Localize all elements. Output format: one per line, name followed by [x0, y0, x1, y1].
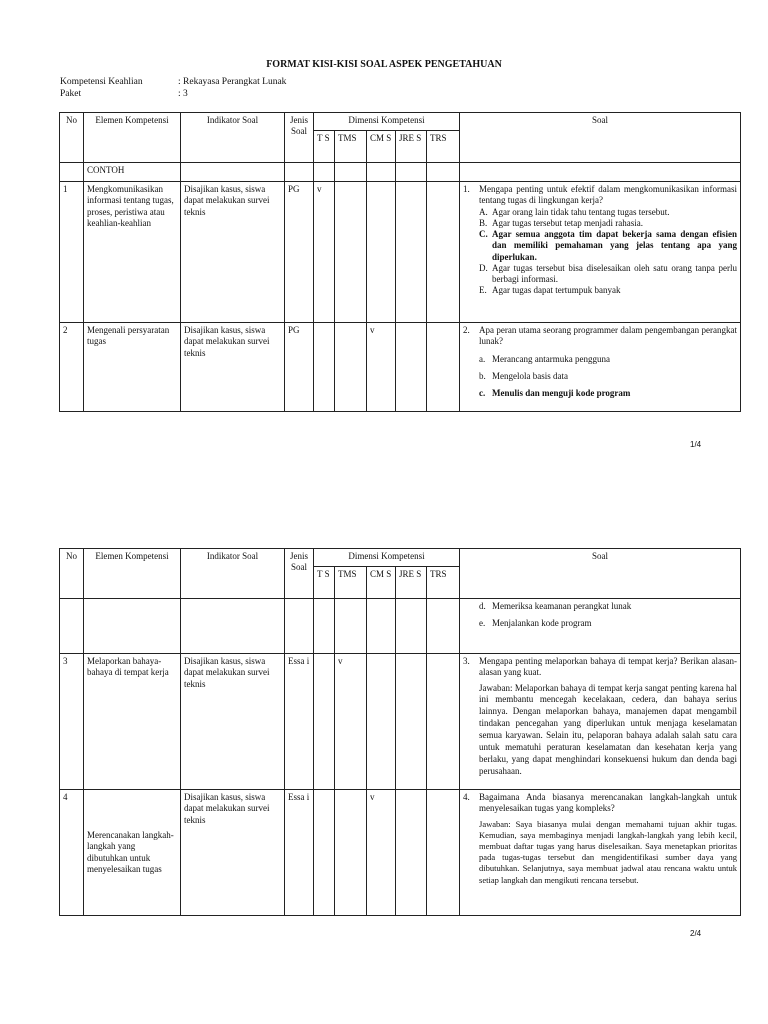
header-jres: JRE S — [396, 567, 427, 599]
meta-label: Kompetensi Keahlian — [60, 77, 143, 87]
option-letter: A. — [479, 206, 488, 217]
question-number: 2. — [463, 325, 470, 335]
header-cms: CM S — [367, 567, 396, 599]
document-title: FORMAT KISI-KISI SOAL ASPEK PENGETAHUAN — [266, 59, 502, 70]
row-cms-mark: v — [367, 790, 396, 916]
page-number: 2/4 — [690, 929, 702, 938]
kisi-table-page-2 — [59, 548, 741, 916]
option-text: Agar tugas tersebut tetap menjadi rahasia. — [492, 217, 643, 228]
soal-cell — [460, 654, 741, 790]
header-indikator: Indikator Soal — [181, 549, 285, 599]
table-row — [60, 599, 741, 654]
header-ts: T S — [314, 567, 335, 599]
question-text: Mengapa penting melaporkan bahaya di tempat kerja? Berikan alasan-alasan yang kuat. — [479, 656, 738, 678]
row-indikator: Disajikan kasus, siswa dapat melakukan survei teknis — [181, 182, 285, 323]
table-row — [60, 182, 741, 323]
header-indikator: Indikator Soal — [181, 113, 285, 163]
row-no: 1 — [60, 182, 84, 323]
meta-label: Paket — [60, 89, 82, 99]
header-dimensi: Dimensi Kompetensi — [314, 549, 460, 567]
contoh-label: CONTOH — [84, 163, 181, 182]
soal-cell — [460, 182, 741, 323]
option-text: Mengelola basis data — [492, 370, 569, 381]
header-tms: TMS — [335, 131, 367, 163]
option-text-correct: Menulis dan menguji kode program — [492, 388, 631, 398]
meta-kompetensi — [60, 77, 286, 87]
row-indikator: Disajikan kasus, siswa dapat melakukan survei teknis — [181, 654, 285, 790]
kisi-table-page-1 — [59, 112, 741, 412]
row-elemen: Mengenali persyaratan tugas — [84, 323, 181, 412]
answer-text: Jawaban: Saya biasanya mulai dengan memahami tujuan akhir tugas. Kemudian, saya membaginya menjadi langkah-langkah yang lebih kecil, membuat daftar tugas yang harus diselesaikan. Saya menetapkan prioritas pada tugas-tugas tersebut dan mengidentifikasi sumber daya yang dibutuhkan. Selanjutnya, saya membuat jadwal atau rencana waktu untuk setiap langkah dan mengikuti rencana tersebut. — [479, 818, 738, 885]
soal-cell — [460, 790, 741, 916]
option-text: Merancang antarmuka pengguna — [492, 353, 610, 364]
header-dimensi: Dimensi Kompetensi — [314, 113, 460, 131]
row-ts-mark: v — [314, 182, 335, 323]
question-text: Mengapa penting untuk efektif dalam mengkomunikasikan informasi tentang tugas di lingkungan kerja? — [479, 184, 738, 206]
soal-cell — [460, 323, 741, 412]
header-trs: TRS — [427, 131, 460, 163]
row-tms-mark: v — [335, 654, 367, 790]
row-jenis: PG — [285, 182, 314, 323]
option-text: Menjalankan kode program — [492, 618, 592, 629]
header-cms: CM S — [367, 131, 396, 163]
option-letter: b. — [479, 370, 486, 381]
meta-value: : 3 — [178, 89, 188, 99]
question-text: Apa peran utama seorang programmer dalam pengembangan perangkat lunak? — [479, 325, 738, 347]
header-jres: JRE S — [396, 131, 427, 163]
row-no: 2 — [60, 323, 84, 412]
option-letter: d. — [479, 601, 486, 611]
header-soal: Soal — [460, 549, 741, 599]
row-cms-mark: v — [367, 323, 396, 412]
option-letter: B. — [479, 217, 488, 228]
row-indikator: Disajikan kasus, siswa dapat melakukan survei teknis — [181, 790, 285, 916]
row-elemen: Merencanakan langkah-langkah yang dibutuhkan untuk menyelesaikan tugas — [84, 790, 181, 916]
option-text: Agar tugas tersebut bisa diselesaikan oleh satu orang tanpa perlu berbagi informasi. — [492, 262, 738, 284]
question-number: 1. — [463, 184, 470, 194]
option-letter: c. — [479, 388, 486, 398]
header-no: No — [60, 549, 84, 599]
header-elemen: Elemen Kompetensi — [84, 549, 181, 599]
option-text: Agar tugas dapat tertumpuk banyak — [492, 285, 621, 296]
meta-value: : Rekayasa Perangkat Lunak — [178, 77, 287, 87]
answer-text: Jawaban: Melaporkan bahaya di tempat kerja sangat penting karena hal ini membantu mencegah kecelakaan, cedera, dan bahaya serius lainnya. Dengan melaporkan bahaya, manajemen dapat mengambil tindakan pencegahan yang diperlukan untuk menjaga keselamatan semua karyawan. Selain itu, pelaporan bahaya adalah salah satu cara untuk mematuhi peraturan keselamatan dan kesehatan kerja yang berlaku, yang dapat menghindari konsekuensi hukum dan denda bagi perusahaan. — [479, 682, 738, 776]
header-jenis-soal: Jenis Soal — [285, 549, 314, 599]
header-no: No — [60, 113, 84, 163]
header-elemen: Elemen Kompetensi — [84, 113, 181, 163]
page-number: 1/4 — [690, 440, 702, 449]
question-text: Bagaimana Anda biasanya merencanakan langkah-langkah untuk menyelesaikan tugas yang kompleks? — [479, 792, 738, 814]
row-jenis: PG — [285, 323, 314, 412]
option-text: Agar orang lain tidak tahu tentang tugas tersebut. — [492, 206, 670, 217]
option-letter: a. — [479, 353, 486, 364]
row-indikator: Disajikan kasus, siswa dapat melakukan survei teknis — [181, 323, 285, 412]
header-jenis-soal: Jenis Soal — [285, 113, 314, 163]
option-letter: e. — [479, 618, 486, 629]
option-text-correct: Agar semua anggota tim dapat bekerja sama dengan efisien dan memiliki pemahaman yang jelas tentang apa yang diperlukan. — [492, 229, 738, 262]
table-row — [60, 323, 741, 412]
row-jenis: Essa i — [285, 790, 314, 916]
row-elemen: Mengkomunikasikan informasi tentang tugas, proses, peristiwa atau keahlian-keahlian — [84, 182, 181, 323]
soal-cell-continued — [460, 599, 741, 654]
header-soal: Soal — [460, 113, 741, 163]
option-text: Memeriksa keamanan perangkat lunak — [492, 601, 632, 611]
table-row — [60, 654, 741, 790]
meta-paket — [60, 89, 188, 99]
row-no: 4 — [60, 790, 84, 916]
option-letter: C. — [479, 229, 488, 239]
header-tms: TMS — [335, 567, 367, 599]
header-trs: TRS — [427, 567, 460, 599]
table-row — [60, 790, 741, 916]
header-ts: T S — [314, 131, 335, 163]
row-elemen: Melaporkan bahaya-bahaya di tempat kerja — [84, 654, 181, 790]
question-number: 4. — [463, 792, 470, 802]
row-jenis: Essa i — [285, 654, 314, 790]
question-number: 3. — [463, 656, 470, 666]
option-letter: D. — [479, 262, 488, 273]
row-no: 3 — [60, 654, 84, 790]
option-letter: E. — [479, 285, 487, 296]
